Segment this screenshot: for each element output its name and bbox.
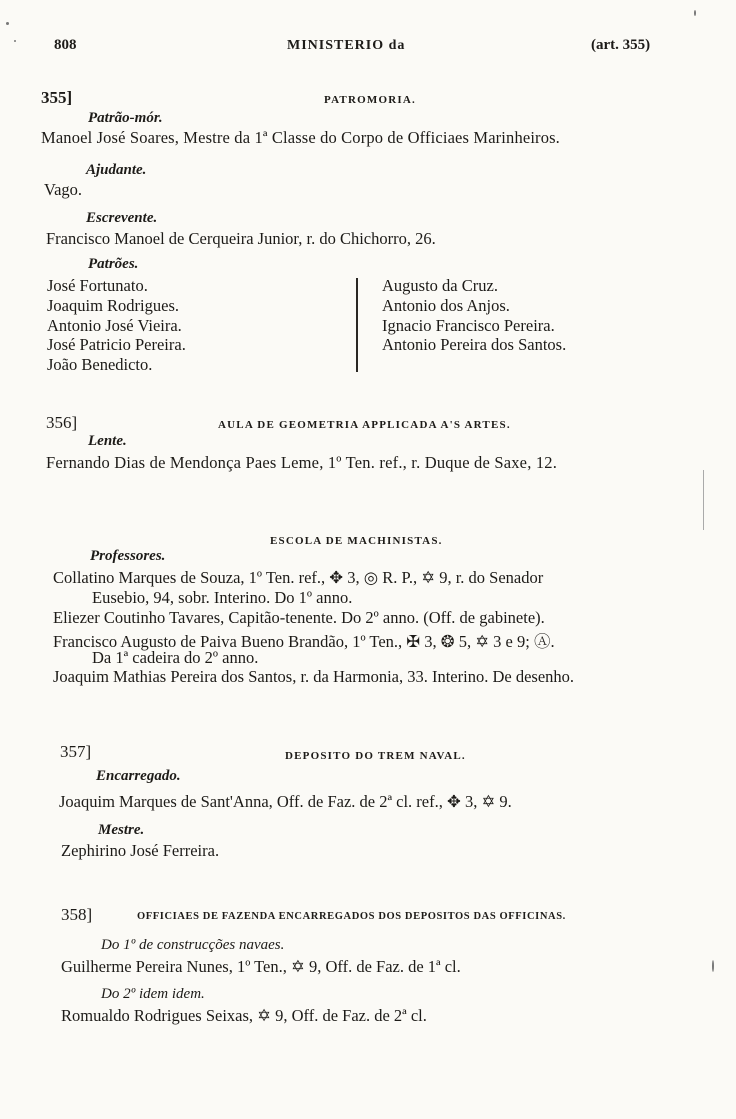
section-number-358: 358] (61, 905, 93, 924)
role-do-1-construccoes: Do 1º de construcções navaes. (101, 937, 285, 953)
patrao-name: Antonio José Vieira. (47, 316, 182, 335)
patrao-name: Augusto da Cruz. (382, 276, 498, 295)
section-title-patromoria: PATROMORIA. (324, 94, 416, 106)
role-lente: Lente. (88, 433, 127, 449)
role-ajudante: Ajudante. (86, 162, 147, 178)
section-title-officiaes-fazenda: OFFICIAES DE FAZENDA ENCARREGADOS DOS DEPOSITOS DAS OFFICINAS. (137, 911, 566, 922)
patrao-name: José Fortunato. (47, 276, 148, 295)
role-patrao-mor: Patrão-mór. (88, 110, 163, 126)
section-number-356: 356] (46, 413, 78, 432)
running-title: MINISTERIO da (287, 38, 406, 53)
patrao-name: Joaquim Rodrigues. (47, 296, 179, 315)
section-title-deposito-trem: DEPOSITO DO TREM NAVAL. (285, 750, 466, 762)
role-professores: Professores. (90, 548, 166, 564)
column-divider (356, 278, 358, 372)
entry-line: Da 1ª cadeira do 2º anno. (92, 648, 259, 667)
page-number: 808 (54, 37, 77, 53)
patrao-name: Antonio Pereira dos Santos. (382, 335, 567, 354)
entry-line: Joaquim Marques de Sant'Anna, Off. de Faz. de 2ª cl. ref., ✥ 3, ✡ 9. (59, 792, 512, 811)
entry-line: Fernando Dias de Mendonça Paes Leme, 1º Ten. ref., r. Duque de Saxe, 12. (46, 453, 558, 472)
entry-line: Vago. (44, 180, 83, 199)
entry-line: Eusebio, 94, sobr. Interino. Do 1º anno. (92, 588, 353, 607)
article-reference: (art. 355) (591, 37, 651, 53)
patrao-name: Ignacio Francisco Pereira. (382, 316, 555, 335)
scan-speck (14, 40, 16, 42)
scan-speck (6, 22, 9, 25)
role-do-2-idem: Do 2º idem idem. (101, 986, 205, 1002)
patrao-name: João Benedicto. (47, 355, 153, 374)
entry-line: Romualdo Rodrigues Seixas, ✡ 9, Off. de Faz. de 2ª cl. (61, 1006, 427, 1025)
section-number-357: 357] (60, 742, 92, 761)
entry-line: Eliezer Coutinho Tavares, Capitão-tenente. Do 2º anno. (Off. de gabinete). (53, 608, 545, 627)
section-title-aula-geometria: AULA DE GEOMETRIA APPLICADA A'S ARTES. (218, 419, 511, 431)
role-patroes: Patrões. (88, 256, 139, 272)
entry-line: Zephirino José Ferreira. (61, 841, 220, 860)
role-mestre: Mestre. (98, 822, 145, 838)
entry-line: Collatino Marques de Souza, 1º Ten. ref., ✥ 3, ◎ R. P., ✡ 9, r. do Senador (53, 568, 544, 587)
section-number-355: 355] (41, 88, 73, 107)
role-encarregado: Encarregado. (96, 768, 181, 784)
patrao-name: Antonio dos Anjos. (382, 296, 510, 315)
entry-line: Guilherme Pereira Nunes, 1º Ten., ✡ 9, Off. de Faz. de 1ª cl. (61, 957, 461, 976)
section-title-escola-machinistas: ESCOLA DE MACHINISTAS. (270, 535, 443, 547)
scan-speck (694, 10, 696, 16)
entry-line: Manoel José Soares, Mestre da 1ª Classe do Corpo de Officiaes Marinheiros. (41, 128, 560, 147)
entry-line: Joaquim Mathias Pereira dos Santos, r. da Harmonia, 33. Interino. De desenho. (53, 667, 575, 686)
entry-line: Francisco Augusto de Paiva Bueno Brandão, 1º Ten., ✠ 3, ❂ 5, ✡ 3 e 9; Ⓐ. (53, 632, 555, 651)
entry-line: Francisco Manoel de Cerqueira Junior, r. do Chichorro, 26. (46, 229, 436, 248)
role-escrevente: Escrevente. (86, 210, 158, 226)
scan-speck (712, 960, 714, 972)
patrao-name: José Patricio Pereira. (47, 335, 186, 354)
scan-speck (703, 470, 704, 530)
